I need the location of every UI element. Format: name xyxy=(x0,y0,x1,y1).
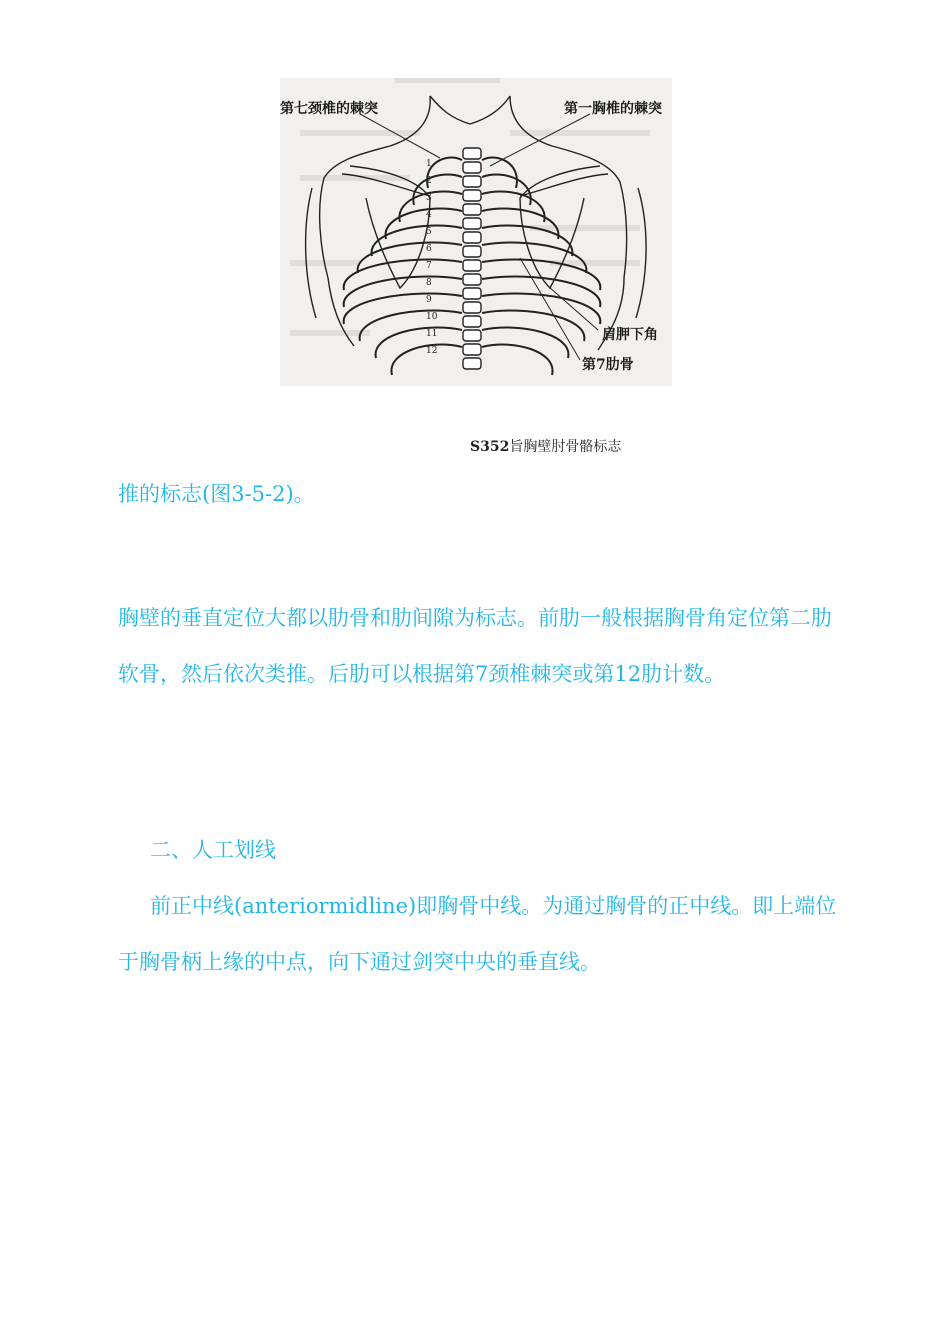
skeleton-figure xyxy=(280,78,672,386)
rib-number: 7 xyxy=(426,261,432,271)
rib-number: 12 xyxy=(426,346,438,356)
rib-number: 10 xyxy=(426,312,438,322)
rib xyxy=(482,277,600,307)
paragraph-1: 推的标志(图3-5-2)。 xyxy=(118,482,315,506)
vertebra xyxy=(463,232,481,243)
rib xyxy=(482,175,531,205)
vertebra xyxy=(463,330,481,341)
rib xyxy=(482,294,600,324)
rib-number: 3 xyxy=(426,193,432,203)
label-t1-spinous: 第一胸椎的棘突 xyxy=(564,101,662,117)
rib xyxy=(376,328,462,358)
vertebra xyxy=(463,358,481,369)
rib-number: 2 xyxy=(426,176,432,186)
caption-text: 旨胸壁肘骨骼标志 xyxy=(509,439,622,455)
vertebra xyxy=(463,344,481,355)
rib xyxy=(344,277,462,307)
paragraph-3: 前正中线(anteriormidline)即胸骨中线。为通过胸骨的正中线。即上端位于胸骨柄上缘的中点，向下通过剑突中央的垂直线。 xyxy=(118,894,837,974)
rib-number: 1 xyxy=(426,159,432,169)
rib xyxy=(482,328,568,358)
rib-number: 11 xyxy=(426,329,438,339)
vertebra xyxy=(463,274,481,285)
caption-number: S352 xyxy=(470,439,510,455)
vertebra xyxy=(463,316,481,327)
t1-leader-line xyxy=(490,114,590,166)
rib-number: 9 xyxy=(426,295,432,305)
vertebra xyxy=(463,148,481,159)
vertebra xyxy=(463,190,481,201)
vertebra xyxy=(463,218,481,229)
vertebra xyxy=(463,162,481,173)
vertebra xyxy=(463,302,481,313)
rib-number: 8 xyxy=(426,278,432,288)
rib7-leader-line xyxy=(520,258,580,360)
label-inferior-angle-scapula: 肩胛下角 xyxy=(602,327,658,343)
vertebra xyxy=(463,176,481,187)
rib xyxy=(482,158,517,188)
vertebra xyxy=(463,288,481,299)
rib xyxy=(482,311,584,341)
rib xyxy=(385,209,462,239)
rib xyxy=(427,158,462,188)
rib xyxy=(372,226,462,256)
rib-number: 5 xyxy=(426,227,432,237)
paragraph-2: 胸壁的垂直定位大都以肋骨和肋间隙为标志。前肋一般根据胸骨角定位第二肋软骨，然后依次类推。后肋可以根据第7颈椎棘突或第12肋计数。 xyxy=(118,606,832,686)
vertebra xyxy=(463,204,481,215)
label-rib-7: 第7肋骨 xyxy=(582,357,634,373)
rib-number: 6 xyxy=(426,244,432,254)
rib xyxy=(413,175,462,205)
section-heading: 二、人工划线 xyxy=(150,838,276,862)
label-c7-spinous: 第七颈椎的棘突 xyxy=(280,101,378,117)
vertebra xyxy=(463,246,481,257)
rib xyxy=(344,294,462,324)
rib xyxy=(482,192,545,222)
figure-caption xyxy=(470,436,621,456)
vertebra xyxy=(463,260,481,271)
rib-number: 4 xyxy=(426,210,432,220)
rib xyxy=(360,311,462,341)
rib xyxy=(482,345,553,375)
